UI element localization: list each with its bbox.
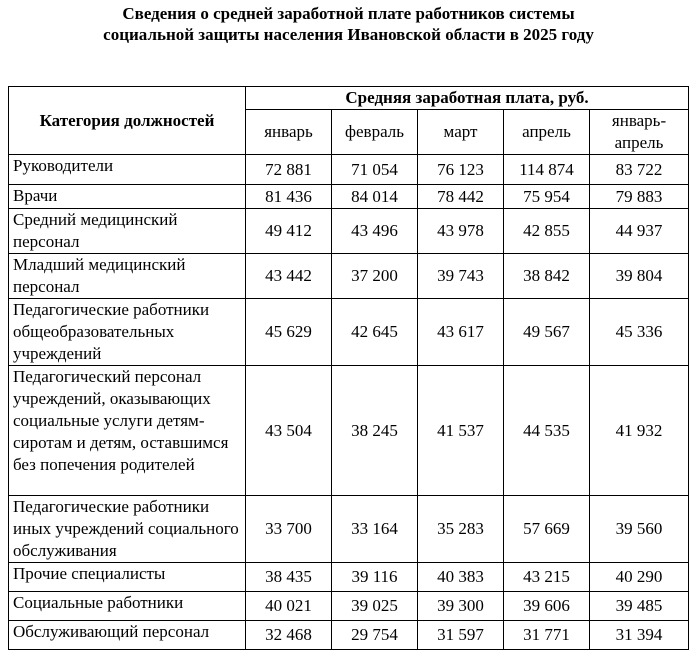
month-header-february: февраль bbox=[332, 110, 418, 155]
salary-value-cell: 37 200 bbox=[332, 254, 418, 299]
salary-value-cell: 43 504 bbox=[246, 366, 332, 496]
salary-table bbox=[8, 86, 689, 650]
salary-value-cell: 71 054 bbox=[332, 155, 418, 185]
salary-value-cell: 38 842 bbox=[504, 254, 590, 299]
row-category-cell: Обслуживающий персонал bbox=[9, 621, 246, 650]
salary-value-cell: 39 743 bbox=[418, 254, 504, 299]
row-category-cell: Младший медицинский персонал bbox=[9, 254, 246, 299]
salary-value-cell: 39 560 bbox=[590, 496, 689, 563]
salary-value-cell: 44 937 bbox=[590, 209, 689, 254]
month-header-april: апрель bbox=[504, 110, 590, 155]
salary-value-cell: 33 700 bbox=[246, 496, 332, 563]
title-line-1: Сведения о средней заработной плате работников системы bbox=[122, 4, 575, 23]
salary-value-cell: 76 123 bbox=[418, 155, 504, 185]
salary-value-cell: 39 804 bbox=[590, 254, 689, 299]
row-category-cell: Педагогические работники общеобразовательных учреждений bbox=[9, 299, 246, 366]
salary-value-cell: 41 932 bbox=[590, 366, 689, 496]
salary-value-cell: 45 336 bbox=[590, 299, 689, 366]
salary-value-cell: 35 283 bbox=[418, 496, 504, 563]
salary-value-cell: 41 537 bbox=[418, 366, 504, 496]
salary-value-cell: 72 881 bbox=[246, 155, 332, 185]
salary-value-cell: 43 496 bbox=[332, 209, 418, 254]
salary-value-cell: 43 215 bbox=[504, 563, 590, 592]
salary-value-cell: 40 290 bbox=[590, 563, 689, 592]
table-row bbox=[9, 299, 689, 366]
salary-value-cell: 39 606 bbox=[504, 592, 590, 621]
month-header-january: январь bbox=[246, 110, 332, 155]
salary-value-cell: 33 164 bbox=[332, 496, 418, 563]
row-category-cell: Прочие специалисты bbox=[9, 563, 246, 592]
salary-value-cell: 43 442 bbox=[246, 254, 332, 299]
salary-value-cell: 81 436 bbox=[246, 185, 332, 209]
month-header-january-april: январь- апрель bbox=[590, 110, 689, 155]
salary-value-cell: 79 883 bbox=[590, 185, 689, 209]
month-header-march: март bbox=[418, 110, 504, 155]
salary-value-cell: 31 771 bbox=[504, 621, 590, 650]
salary-value-cell: 43 978 bbox=[418, 209, 504, 254]
table-row bbox=[9, 254, 689, 299]
salary-value-cell: 38 435 bbox=[246, 563, 332, 592]
document-title bbox=[0, 3, 697, 45]
table-row bbox=[9, 185, 689, 209]
salary-value-cell: 31 597 bbox=[418, 621, 504, 650]
row-category-cell: Врачи bbox=[9, 185, 246, 209]
table-row bbox=[9, 155, 689, 185]
salary-value-cell: 75 954 bbox=[504, 185, 590, 209]
table-header-row bbox=[9, 87, 689, 110]
salary-value-cell: 45 629 bbox=[246, 299, 332, 366]
salary-value-cell: 42 855 bbox=[504, 209, 590, 254]
salary-value-cell: 40 383 bbox=[418, 563, 504, 592]
salary-value-cell: 114 874 bbox=[504, 155, 590, 185]
salary-value-cell: 49 412 bbox=[246, 209, 332, 254]
salary-value-cell: 57 669 bbox=[504, 496, 590, 563]
row-category-cell: Средний медицинский персонал bbox=[9, 209, 246, 254]
row-category-cell: Социальные работники bbox=[9, 592, 246, 621]
table-row bbox=[9, 209, 689, 254]
salary-value-cell: 43 617 bbox=[418, 299, 504, 366]
table-row bbox=[9, 621, 689, 650]
salary-value-cell: 32 468 bbox=[246, 621, 332, 650]
category-column-header: Категория должностей bbox=[9, 87, 246, 155]
salary-value-cell: 39 025 bbox=[332, 592, 418, 621]
salary-value-cell: 39 116 bbox=[332, 563, 418, 592]
salary-value-cell: 42 645 bbox=[332, 299, 418, 366]
table-row bbox=[9, 366, 689, 496]
salary-value-cell: 78 442 bbox=[418, 185, 504, 209]
salary-group-header: Средняя заработная плата, руб. bbox=[246, 87, 689, 110]
table-row bbox=[9, 496, 689, 563]
title-line-2: социальной защиты населения Ивановской области в 2025 году bbox=[103, 25, 594, 44]
row-category-cell: Руководители bbox=[9, 155, 246, 185]
salary-value-cell: 31 394 bbox=[590, 621, 689, 650]
table-row bbox=[9, 592, 689, 621]
salary-value-cell: 29 754 bbox=[332, 621, 418, 650]
salary-value-cell: 44 535 bbox=[504, 366, 590, 496]
salary-value-cell: 38 245 bbox=[332, 366, 418, 496]
salary-value-cell: 40 021 bbox=[246, 592, 332, 621]
salary-value-cell: 49 567 bbox=[504, 299, 590, 366]
salary-value-cell: 84 014 bbox=[332, 185, 418, 209]
salary-value-cell: 39 300 bbox=[418, 592, 504, 621]
salary-value-cell: 83 722 bbox=[590, 155, 689, 185]
row-category-cell: Педагогический персонал учреждений, оказывающих социальные услуги детям-сиротам и детям, оставшимся без попечения родителей bbox=[9, 366, 246, 496]
table-row bbox=[9, 563, 689, 592]
table-body bbox=[9, 155, 689, 650]
salary-value-cell: 39 485 bbox=[590, 592, 689, 621]
row-category-cell: Педагогические работники иных учреждений социального обслуживания bbox=[9, 496, 246, 563]
